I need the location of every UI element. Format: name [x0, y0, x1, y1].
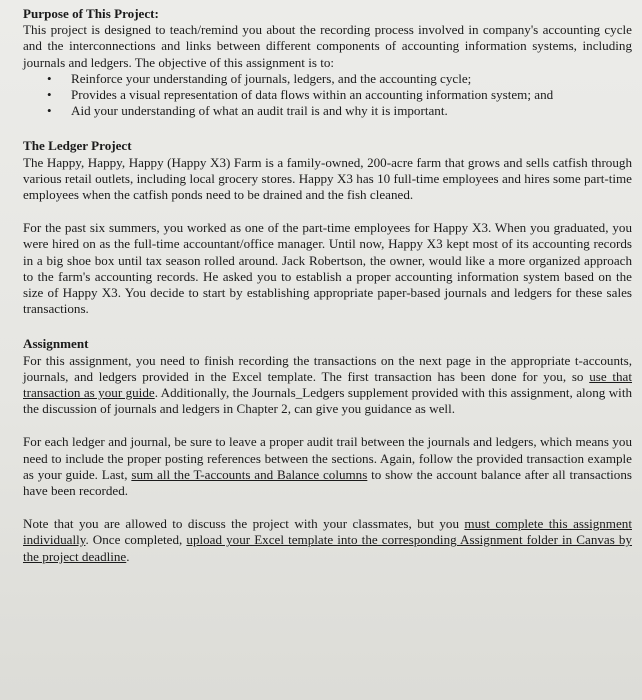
assignment-text: Note that you are allowed to discuss the project with your classmates, but you [23, 516, 465, 532]
ledger-project-paragraph: The Happy, Happy, Happy (Happy X3) Farm is a family-owned, 200-acre farm that grows and sells catfish through various retail outlets, including local grocery stores. Happy X3 has 10 full-time employees and hires some part-time employees when the catfish ponds need to be drained and the fish cleaned. [23, 154, 632, 203]
purpose-heading: Purpose of This Project: [23, 6, 159, 21]
objectives-list [23, 71, 632, 120]
emphasis-underline: upload your Excel template into the corresponding Assignment folder in Canvas by the project deadline [23, 532, 632, 564]
assignment-text: . [126, 548, 130, 564]
assignment-text: . Additionally, the Journals_Ledgers supplement provided with this assignment, along with the discussion of journals and ledgers in Chapter 2, can give you guidance as well. [23, 385, 633, 417]
assignment-section [23, 336, 632, 564]
ledger-project-paragraph: For the past six summers, you worked as one of the part-time employees for Happy X3. When you graduated, you were hired on as the full-time accountant/office manager. Until now, Happy X3 kept most of its accounting records in a big shoe box until tax season rolled around. Jack Robertson, the owner, would like a more organized approach to the farm's accounting records. He asked you to establish a proper accounting information system based on the size of Happy X3. You decide to start by establishing appropriate paper-based journals and ledgers for these sales transactions. [23, 220, 632, 317]
assignment-text: For each ledger and journal, be sure to leave a proper audit trail between the journals and ledgers, which means you need to include the proper posting references between the sections. Again, follow the provided transaction example as your guide. Last, [23, 434, 632, 482]
ledger-project-heading: The Ledger Project [23, 138, 132, 154]
assignment-text: . Once completed, [85, 532, 187, 548]
emphasis-underline: sum all the T-accounts and Balance columns [131, 466, 368, 482]
emphasis-underline: must complete this assignment individually [23, 516, 632, 548]
assignment-paragraph [23, 353, 632, 418]
objective-item: • Provides a visual representation of data flows within an accounting information system; and [71, 87, 632, 103]
assignment-paragraph [23, 516, 632, 565]
assignment-text: For this assignment, you need to finish recording the transactions on the next page in the appropriate t-accounts, journals, and ledgers provided in the Excel template. The first transaction has been done for you, so [23, 352, 632, 384]
objective-item: • Aid your understanding of what an audit trail is and why it is important. [71, 103, 632, 119]
emphasis-underline: use that transaction as your guide [23, 368, 632, 401]
assignment-heading: Assignment [23, 336, 89, 352]
assignment-paragraph [23, 434, 632, 499]
ledger-project-section [23, 138, 632, 317]
objective-item: • Reinforce your understanding of journals, ledgers, and the accounting cycle; [71, 71, 632, 87]
purpose-section [23, 6, 632, 119]
assignment-text: to show the account balance after all transactions have been recorded. [23, 466, 632, 499]
purpose-intro: This project is designed to teach/remind you about the recording process involved in company's accounting cycle and the interconnections and links between different components of accounting information systems, including journals and ledgers. The objective of this assignment is to: [23, 22, 632, 70]
